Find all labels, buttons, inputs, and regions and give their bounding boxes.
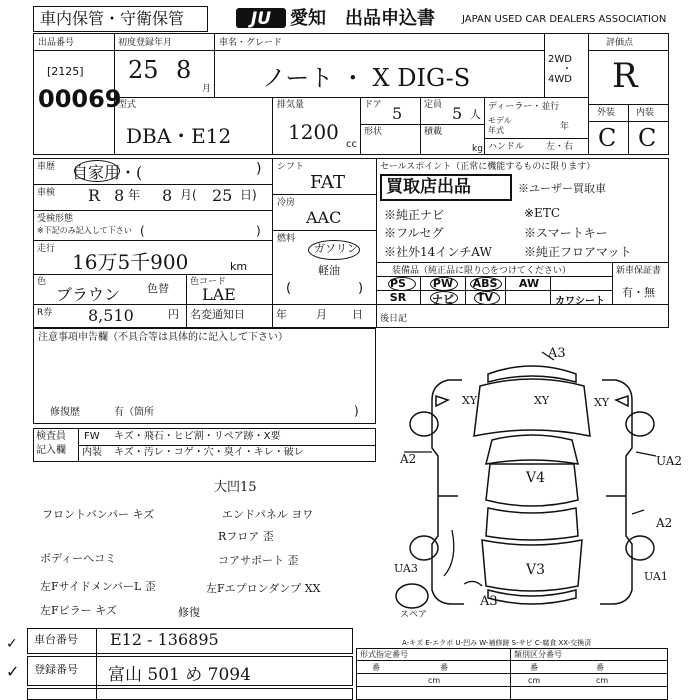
inspector-interior-items: キズ・汚レ・コゲ・穴・臭イ・キレ・破レ [114, 447, 304, 458]
mileage-label: 走行 [37, 244, 56, 254]
class-category-label: 類別区分番号 [514, 650, 562, 659]
bottom-row2-d: 番 [596, 663, 604, 672]
grade-label: 評価点 [606, 38, 634, 48]
shape-label: 形状 [364, 127, 383, 137]
interior-label: 内装 [636, 108, 655, 118]
transfer-close: ) [256, 224, 261, 238]
inspection-year-unit: 年 [128, 188, 141, 202]
equip-pw: PW [432, 277, 454, 290]
sales-point-6: ※純正フロアマット [524, 245, 632, 259]
remark-2: エンドパネル ヨワ [222, 508, 314, 521]
equip-ps: PS [390, 277, 406, 290]
ju-logo [236, 6, 288, 30]
shift-label: シフト [277, 162, 305, 172]
logo-text: JU [250, 9, 272, 29]
history-value: 自家用・( [72, 163, 143, 182]
notes-label: 注意事項申告欄（不具合等は具体的に記入して下さい） [38, 332, 288, 343]
registration-check: ✓ [6, 662, 20, 681]
vehicle-name: ノート ・ X DIG-S [262, 64, 471, 92]
warranty-label: 新車保証書 [616, 266, 662, 276]
shift-value: FAT [310, 172, 345, 193]
mark-xy-left: XY [462, 394, 478, 407]
inspection-day: 25 [212, 186, 233, 205]
model-label: 型式 [118, 100, 137, 110]
model-year-unit: 年 [560, 122, 570, 132]
grade-overall: R [612, 56, 638, 96]
mark-a2-right: A2 [656, 516, 673, 530]
displacement-label: 排気量 [277, 100, 305, 110]
first-registration-month-unit: 月 [202, 84, 212, 94]
transfer-open: ( [140, 224, 145, 238]
transfer-note: ※下記のみ記入して下さい [37, 226, 132, 235]
recycle-amount: 8,510 [88, 306, 134, 325]
sales-point-3: ※フルセグ [384, 226, 444, 240]
bottom-row3-b: cm [528, 676, 541, 685]
registration-value: 富山 501 め 7094 [108, 665, 251, 685]
equip-navi: ナビ [432, 293, 454, 306]
capacity-unit: 人 [470, 108, 481, 121]
equip-tv: TV [476, 291, 494, 304]
equip-abs-circle [470, 277, 502, 291]
lot-bracket-number: [2125] [47, 65, 84, 78]
drive-dot: ・ [562, 64, 572, 75]
inspector-label: 検査員 [36, 431, 66, 442]
inspector-interior-label: 内装 [82, 447, 102, 458]
storage-tag-text: 車内保管・守衛保管 [40, 9, 185, 28]
exterior-grade: C [598, 124, 617, 152]
inspector-label2: 記入欄 [36, 445, 66, 456]
remark-0: 大凹15 [214, 480, 257, 495]
fuel-close: ) [358, 281, 364, 296]
repair-label: 修復歴 [50, 407, 80, 418]
color-label: 色 [37, 277, 47, 287]
mark-xy-right: XY [594, 396, 610, 409]
equip-abs: ABS [472, 277, 498, 290]
displacement-value: 1200 [288, 120, 339, 144]
repair-value: 有（箇所 [114, 407, 154, 418]
inspection-prefix: R [88, 186, 101, 205]
first-registration-month: 8 [176, 56, 192, 84]
mark-ua3: UA3 [394, 562, 418, 575]
mileage-unit: km [230, 260, 248, 273]
brand-name: 愛知 [290, 8, 326, 29]
mark-xy-center: XY [534, 394, 550, 407]
inspection-month: 8 [162, 186, 173, 205]
repair-close: ) [354, 404, 359, 418]
chassis-label: 車台番号 [34, 633, 78, 646]
color-code: LAE [202, 285, 236, 304]
transfer-date-label: 名変通知日 [190, 308, 245, 321]
warranty-options: 有・無 [622, 286, 655, 299]
load-unit: kg [472, 144, 483, 154]
diagram-label: 後日記 [380, 314, 408, 324]
bottom-row2-a: 番 [372, 663, 380, 672]
cooling-label: 冷房 [277, 198, 296, 208]
steering-options: 左・右 [546, 142, 574, 152]
registration-label: 登録番号 [34, 663, 78, 676]
doors-label: ドア [364, 100, 382, 110]
displacement-unit: cc [346, 139, 357, 150]
lot-label: 出品番号 [38, 38, 75, 48]
transfer-label: 受検形態 [37, 214, 74, 224]
remark-7: 左Fエプロンダンプ XX [206, 582, 321, 595]
capacity-value: 5 [452, 104, 463, 123]
fuel-gasoline: ガソリン [314, 242, 358, 255]
bottom-row3-a: cm [428, 676, 441, 685]
association-name: JAPAN USED CAR DEALERS ASSOCIATION [462, 14, 667, 25]
inspection-day-unit: 日) [240, 188, 257, 202]
inspection-year: 8 [114, 186, 125, 205]
damage-legend: A-キズ E-エクボ U-凹み W-補修跡 S-サビ C-腐食 XX-交換済 [402, 639, 592, 647]
inspection-label: 車検 [37, 188, 56, 198]
capacity-label: 定員 [424, 100, 443, 110]
form-title: 出品申込書 [345, 8, 435, 29]
equipment-label: 装備品（純正品に限り○をつけてください） [392, 266, 571, 276]
mark-a2-left: A2 [400, 452, 417, 466]
remark-1: フロントバンパー キズ [42, 508, 155, 521]
mark-a3-top: A3 [548, 346, 566, 361]
chassis-value: E12 - 136895 [110, 630, 219, 649]
mark-a3-bottom: A3 [480, 594, 498, 609]
mark-ua2: UA2 [656, 454, 683, 468]
bottom-row2-b: 番 [440, 663, 448, 672]
spare-label: スペア [400, 610, 428, 620]
chassis-check: ✓ [6, 636, 18, 652]
sales-point-0: ※ユーザー買取車 [518, 182, 606, 195]
mileage-value: 16万5千900 [72, 250, 189, 274]
equip-tv-circle [474, 291, 500, 305]
sales-point-1: ※純正ナビ [384, 208, 445, 222]
equip-sr: SR [389, 291, 407, 304]
remark-9: 修復 [178, 606, 200, 619]
remark-5: コアサポート 歪 [218, 554, 299, 567]
equip-pw-circle [430, 277, 458, 291]
doors-value: 5 [392, 104, 403, 123]
sales-point-5: ※社外14インチAW [384, 245, 492, 259]
bottom-strip [27, 688, 353, 700]
first-registration-year: 25 [128, 56, 159, 84]
fuel-label: 燃料 [277, 234, 296, 244]
load-label: 積載 [424, 127, 443, 137]
fuel-open: ( [286, 281, 292, 296]
sales-points-label: セールスポイント（正常に機能するものに限ります） [380, 162, 596, 172]
recycle-label: R券 [37, 308, 53, 318]
color-value: ブラウン [56, 285, 121, 304]
remark-8: 左Fピラー キズ [40, 604, 117, 617]
bottom-row3-c: cm [596, 676, 609, 685]
history-close: ) [256, 161, 262, 177]
model-year-label: モデル年式 [488, 116, 512, 135]
remark-6: 左FサイドメンバーL 歪 [40, 580, 156, 593]
drive-4wd: 4WD [548, 74, 572, 85]
cooling-value: AAC [306, 208, 342, 227]
interior-grade: C [638, 124, 657, 152]
sales-point-4: ※スマートキー [524, 226, 608, 240]
sales-point-2: ※ETC [524, 206, 560, 220]
vehicle-name-label: 車名・グレード [219, 38, 283, 48]
transfer-date-day: 日 [352, 308, 363, 321]
history-circle [74, 160, 120, 182]
model-value: DBA・E12 [126, 124, 232, 148]
mark-v3: V3 [526, 562, 546, 578]
inspector-fw-label: FW [84, 431, 100, 442]
exterior-label: 外装 [597, 108, 616, 118]
transfer-date-month: 月 [316, 308, 327, 321]
sales-banner-text: 買取店出品 [386, 177, 471, 197]
equip-seat: カワシート [555, 296, 605, 307]
recycle-unit: 円 [168, 308, 179, 321]
color-change-label: 色替 [147, 282, 169, 295]
equip-navi-circle [430, 291, 458, 305]
inspection-month-unit: 月( [180, 188, 197, 202]
steering-label: ハンドル [488, 142, 525, 152]
fuel-gasoline-circle [308, 240, 360, 260]
fuel-diesel: 軽油 [318, 264, 340, 277]
first-registration-label: 初度登録年月 [118, 38, 173, 48]
equip-ps-circle [388, 277, 416, 291]
mark-v4: V4 [526, 470, 546, 486]
import-label: ディーラー・並行 [488, 102, 560, 112]
bottom-row2-c: 番 [530, 663, 538, 672]
model-designation-label: 形式指定番号 [360, 650, 408, 659]
history-label: 車歴 [37, 162, 56, 172]
transfer-date-year: 年 [276, 308, 287, 321]
equip-aw: AW [518, 277, 540, 290]
mark-ua1: UA1 [644, 570, 668, 583]
inspector-fw-items: キズ・飛石・ヒビ割・リペア跡・X要 [114, 431, 281, 442]
remark-4: ボディーへコミ [40, 552, 117, 565]
color-code-label: 色コード [190, 277, 227, 287]
lot-number: 00069 [38, 85, 122, 113]
drive-2wd: 2WD [548, 54, 572, 65]
remark-3: Rフロア 歪 [218, 530, 274, 543]
